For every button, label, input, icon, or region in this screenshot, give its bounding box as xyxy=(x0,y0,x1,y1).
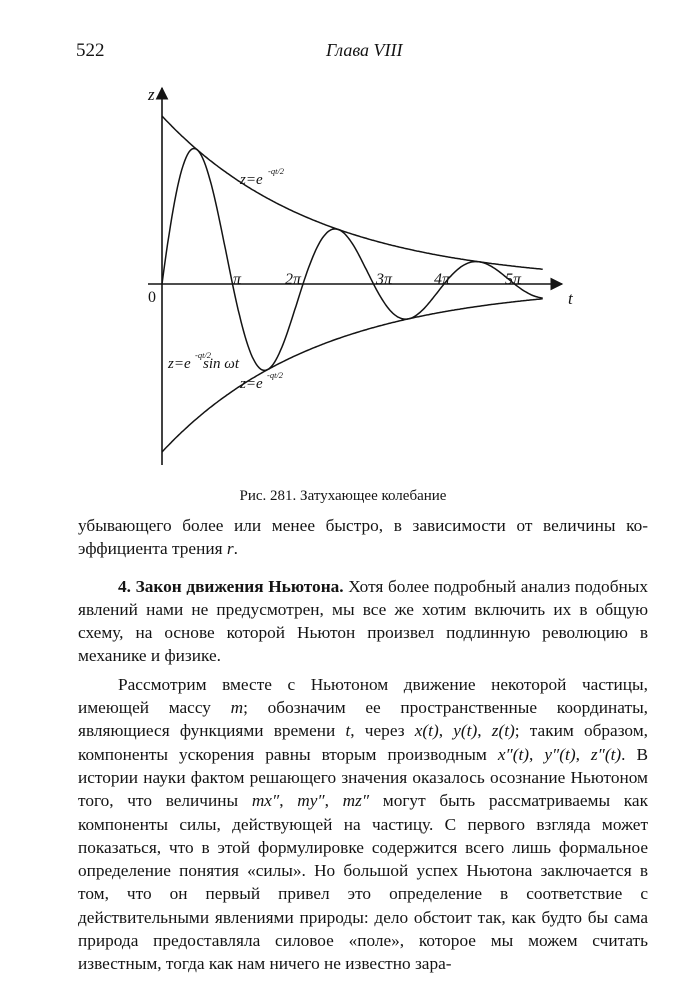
paragraph-section-4: 4. Закон движения Ньютона. Хотя более подробный анализ подобных явлений нами не предусмотрен, мы все же хотим включить их в общую схему, на основе которой Ньютон произвел подлинную революцию в механике и физике. xyxy=(78,576,648,666)
damped-oscillation-figure xyxy=(0,70,686,490)
tick-label-3pi: 3π xyxy=(376,271,393,288)
origin-label: 0 xyxy=(148,289,156,306)
oscillation-label xyxy=(167,350,240,372)
svg-text:-qt/2: -qt/2 xyxy=(267,370,284,380)
tick-label-4pi: 4π xyxy=(434,271,451,288)
tick-label-5pi: 5π xyxy=(505,271,522,288)
t-axis-label: t xyxy=(568,289,573,308)
section-title: 4. Закон движения Ньютона. xyxy=(118,576,344,596)
z-axis-label: z xyxy=(148,85,155,104)
svg-text:sin ωt: sin ωt xyxy=(203,356,240,372)
upper-envelope-label xyxy=(239,166,285,188)
body-text xyxy=(78,514,648,976)
upper-envelope-curve xyxy=(162,116,543,269)
tick-label-pi: π xyxy=(233,271,242,288)
svg-text:z=e: z=e xyxy=(168,356,191,372)
svg-text:-qt/2: -qt/2 xyxy=(268,166,285,176)
paragraph-continued: убывающего более или менее быстро, в зависимости от величины ко- эффициента трения r. xyxy=(78,516,648,559)
page-number: 522 xyxy=(76,40,105,61)
figure-caption: Рис. 281. Затухающее колебание xyxy=(239,488,447,504)
svg-text:z=e: z=e xyxy=(240,376,263,392)
running-head: Глава VIII xyxy=(326,40,403,60)
damped-oscillation-curve xyxy=(162,149,543,371)
svg-text:-qt/2: -qt/2 xyxy=(195,350,212,360)
svg-text:z=e: z=e xyxy=(240,172,263,188)
paragraph-newton: Рассмотрим вместе с Ньютоном движение некоторой частицы, имеющей массу m; обозначим ее пространственные координаты, являющиеся функциями времени t, через x(t), y(t), z(t); таким образом, компоненты ускорения равны вторым производным x″(t), y″(t), z″(t). В истории науки фактом решающего значения оказалось осознание Ньютоном того, что величины mx″, my″, mz″ могут быть рассматриваемы как компоненты силы, действующей на частицу. С первого взгляда может показаться, что в этой формулировке содержится всего лишь формальное определение понятия «силы». Но большой успех Ньютона заключается в том, что он первый привел это определение в соответствие с действительными явлениями природы: дело обстоит так, как будто бы сама природа предоставляла силовое «поле», которое мы можем считать известным, тогда как нам ничего не известно зара- xyxy=(78,674,649,974)
lower-envelope-curve xyxy=(162,299,543,452)
tick-label-2pi: 2π xyxy=(285,271,302,288)
